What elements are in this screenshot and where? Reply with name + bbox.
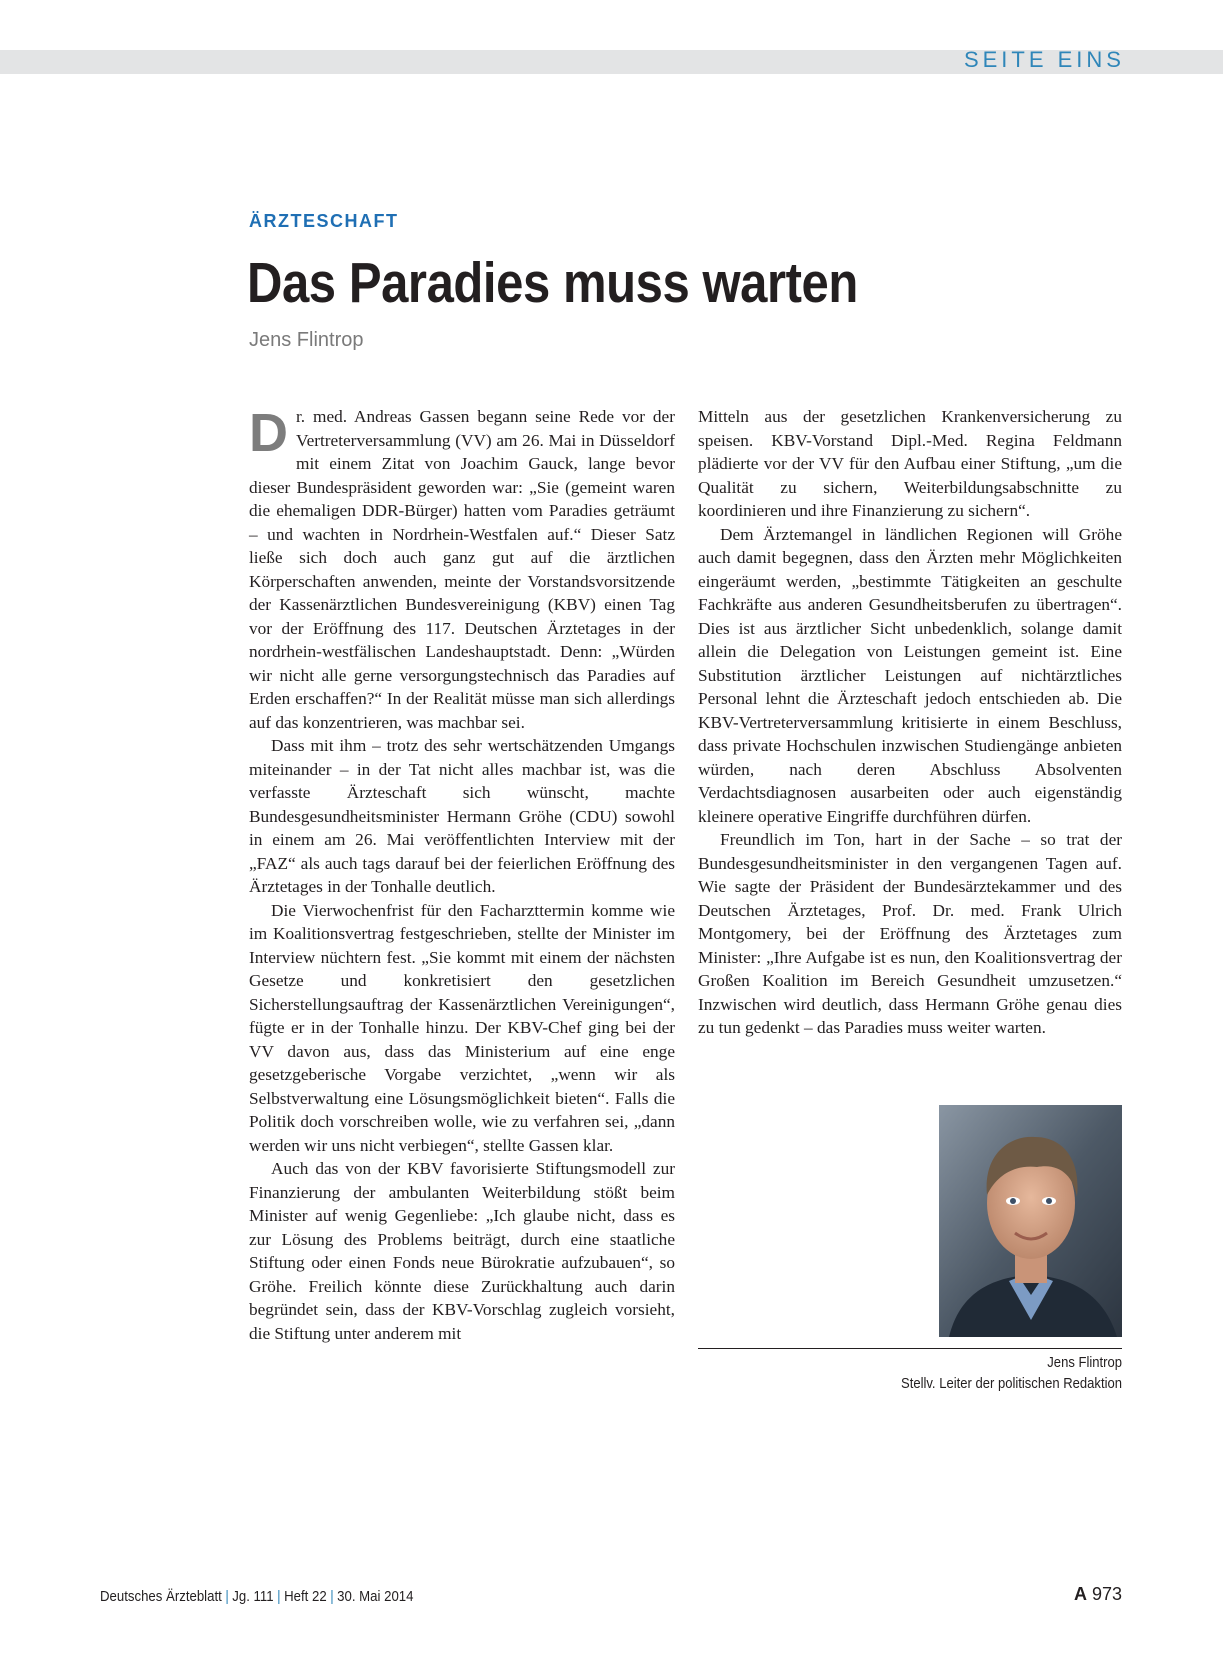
page-number [1074,1584,1122,1605]
article-author: Jens Flintrop [249,329,364,351]
article-paragraph: Dass mit ihm – trotz des sehr wertschätzenden Umgangs miteinander – in der Tat nicht alles machbar ist, was die verfasste Ärzteschaft sich wünscht, machte Bundesgesundheitsminister Hermann Gröhe (CDU) sowohl in einem am 26. Mai veröffentlichten Interview mit der „FAZ“ als auch tags darauf bei der feierlichen Eröffnung des Ärztetages in der Tonhalle deutlich. [249,736,675,896]
page-footer [100,1588,413,1605]
footer-volume: Jg. 111 [232,1588,274,1605]
article-paragraph: Mitteln aus der gesetzlichen Krankenversicherung zu speisen. KBV-Vorstand Dipl.-Med. Regina Feldmann plädierte vor der VV für den Aufbau einer Stiftung, „um die Qualität zu sichern, Weiterbildungsabschnitte zu koordinieren und ihre Finanzierung zu sichern“. [698,407,1122,520]
article-paragraph: Dr. med. Andreas Gassen begann seine Rede vor der Vertreterversammlung (VV) am 26. Mai in Düsseldorf mit einem Zitat von Joachim Gauck, lange bevor dieser Bundespräsident geworden war: „Sie (gemeint waren die ehemaligen DDR-Bürger) hatten vom Paradies geträumt – und wachten in Nordrhein-Westfalen auf.“ Dieser Satz ließe sich doch auch ganz gut auf die ärztlichen Körperschaften anwenden, meinte der Vorstandsvorsitzende der Kassenärztlichen Bundesvereinigung (KBV) einen Tag vor der Eröffnung des 117. Deutschen Ärztetages in der nordrhein-westfälischen Landeshauptstadt. Denn: „Würden wir nicht alle gerne versorgungstechnisch das Paradies auf Erden erschaffen?“ In der Realität müsse man sich allerdings auf das konzentrieren, was machbar sei. [249,403,675,732]
article-column-right [698,405,1122,1040]
article-paragraph: Auch das von der KBV favorisierte Stiftungsmodell zur Finanzierung der ambulanten Weiterbildung stößt beim Minister auf wenig Gegenliebe: „Ich glaube nicht, dass es zur Lösung des Problems beiträgt, durch eine staatliche Stiftung oder einen Fonds neue Bürokratie aufzubauen“, so Gröhe. Freilich könnte diese Zurückhaltung auch darin begründet sein, dass der KBV-Vorschlag zugleich vorsieht, die Stiftung unter anderem mit [249,1159,675,1343]
footer-date: 30. Mai 2014 [337,1588,414,1605]
caption-name: Jens Flintrop [1047,1355,1122,1371]
section-label: SEITE EINS [963,47,1125,72]
caption-role: Stellv. Leiter der politischen Redaktion [900,1376,1122,1392]
article-paragraph: Freundlich im Ton, hart in der Sache – so trat der Bundesgesundheitsminister in den vergangenen Tagen auf. Wie sagte der Präsident der Bundesärztekammer und des Deutschen Ärztetages, Prof. Dr. med. Frank Ulrich Montgomery, bei der Eröffnung des Ärztetages zum Minister: „Ihre Aufgabe ist es nun, den Koalitionsvertrag der Großen Koalition im Bereich Gesundheit umzusetzen.“ Inzwischen wird deutlich, dass Hermann Gröhe genau dies zu tun gedenkt – das Paradies muss weiter warten. [698,830,1122,1037]
article-column-left [249,405,675,1345]
page-prefix: A [1073,1584,1087,1604]
caption-divider [698,1348,1122,1349]
footer-separator: | [225,1588,229,1605]
author-portrait-photo [939,1105,1122,1337]
page-number-value: 973 [1091,1584,1122,1604]
footer-journal: Deutsches Ärzteblatt [100,1588,222,1605]
footer-separator: | [277,1588,281,1605]
drop-cap: D [249,403,288,463]
footer-separator: | [330,1588,334,1605]
article-headline: Das Paradies muss warten [247,251,858,315]
article-paragraph: Die Vierwochenfrist für den Facharzttermin komme wie im Koalitionsvertrag festgeschrieben, stellte der Minister im Interview nüchtern fest. „Sie kommt mit einem der nächsten Gesetze und konkretisiert den gesetzlichen Sicherstellungsauftrag der Kassenärztlichen Vereinigungen“, fügte er in der Tonhalle hinzu. Der KBV-Chef ging bei der VV davon aus, dass das Ministerium auf eine enge gesetzgeberische Vorgabe verzichtet, „wenn wir als Selbstverwaltung eine Lösungsmöglichkeit bieten“. Falls die Politik doch vorschreiben wolle, wie zu verfahren sei, „dann werden wir uns nicht verbiegen“, stellte Gassen klar. [249,900,675,1155]
article-paragraph: Dem Ärztemangel in ländlichen Regionen will Gröhe auch damit begegnen, dass den Ärzten mehr Möglichkeiten eingeräumt werden, „bestimmte Tätigkeiten an geschulte Fachkräfte aus anderen Gesundheitsberufen zu übertragen“. Dies ist aus ärztlicher Sicht unbedenklich, solange damit allein die Delegation von Leistungen gemeint ist. Eine Substitution ärztlicher Leistungen auf nichtärztliches Personal lehnt die Ärzteschaft jedoch entschieden ab. Die KBV-Vertreterversammlung kritisierte in einem Beschluss, dass private Hochschulen inzwischen Studiengänge anbieten würden, nach deren Abschluss Absolventen Verdachtsdiagnosen ausarbeiten oder auch eigenständig kleinere operative Eingriffe durchführen dürfen. [698,524,1122,826]
article-kicker: ÄRZTESCHAFT [249,211,399,231]
photo-caption [698,1353,1122,1395]
footer-issue: Heft 22 [284,1588,327,1605]
